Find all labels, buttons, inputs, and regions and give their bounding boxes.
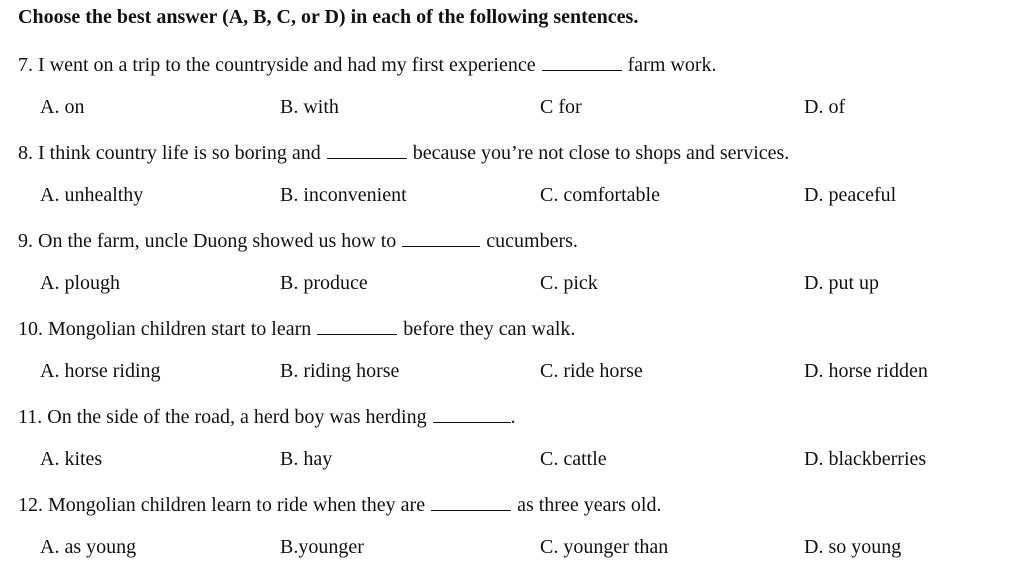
answer-blank	[317, 316, 397, 335]
option-b: B. riding horse	[280, 360, 400, 382]
question-text: 11. On the side of the road, a herd boy was herding	[18, 406, 427, 428]
question-text-after: because you’re not close to shops and services.	[412, 142, 790, 164]
option-d: D. so young	[804, 536, 902, 558]
question-text: 7. I went on a trip to the countryside and had my first experience	[18, 54, 536, 76]
option-b: B. hay	[280, 448, 333, 470]
option-a: A. kites	[40, 448, 103, 470]
option-c: C. younger than	[540, 536, 669, 558]
option-a: A. on	[40, 96, 85, 118]
instructions-heading: Choose the best answer (A, B, C, or D) in each of the following sentences.	[18, 6, 639, 28]
option-d: D. of	[804, 96, 846, 118]
answer-blank	[431, 492, 511, 511]
option-a: A. plough	[40, 272, 120, 294]
option-d: D. peaceful	[804, 184, 897, 206]
answer-blank	[327, 140, 407, 159]
option-c: C. comfortable	[540, 184, 660, 206]
answer-blank	[542, 52, 622, 71]
option-b: B.younger	[280, 536, 364, 558]
question-text: 9. On the farm, uncle Duong showed us how to	[18, 230, 397, 252]
option-d: D. horse ridden	[804, 360, 928, 382]
answer-blank	[433, 404, 511, 423]
question-text: 8. I think country life is so boring and	[18, 142, 321, 164]
question-8	[18, 140, 789, 165]
option-d: D. put up	[804, 272, 879, 294]
question-11	[18, 404, 516, 429]
question-text-after: as three years old.	[517, 494, 662, 516]
question-text-after: cucumbers.	[486, 230, 578, 252]
option-a: A. as young	[40, 536, 137, 558]
option-b: B. inconvenient	[280, 184, 407, 206]
option-a: A. unhealthy	[40, 184, 144, 206]
question-text-after: farm work.	[627, 54, 717, 76]
question-12	[18, 492, 661, 517]
option-c: C. ride horse	[540, 360, 643, 382]
question-10	[18, 316, 575, 341]
question-text-after: before they can walk.	[403, 318, 576, 340]
option-b: B. produce	[280, 272, 368, 294]
question-9	[18, 228, 578, 253]
question-text-after: .	[510, 406, 516, 428]
option-c: C for	[540, 96, 582, 118]
option-c: C. cattle	[540, 448, 607, 470]
question-text: 10. Mongolian children start to learn	[18, 318, 312, 340]
answer-blank	[402, 228, 480, 247]
option-c: C. pick	[540, 272, 598, 294]
option-a: A. horse riding	[40, 360, 161, 382]
question-7	[18, 52, 716, 77]
question-text: 12. Mongolian children learn to ride when they are	[18, 494, 426, 516]
option-b: B. with	[280, 96, 339, 118]
option-d: D. blackberries	[804, 448, 927, 470]
